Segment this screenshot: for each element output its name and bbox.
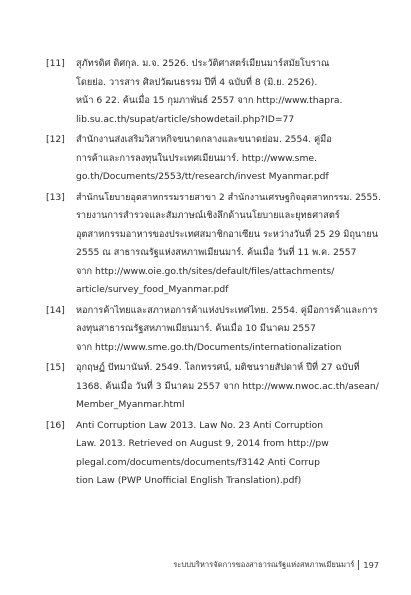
reference-number: [15] — [46, 362, 65, 373]
reference-text-line: รายงานการสำรวจและสัมภาษณ์เชิงลึกด้านนโยบายและยุทธศาสตร์ — [76, 210, 340, 221]
footer-divider — [358, 560, 359, 570]
reference-url-line: Member_Myanmar.html — [76, 399, 185, 410]
reference-item — [46, 55, 386, 129]
reference-url-line: go.th/Documents/2553/tt/research/invest Myanmar.pdf — [76, 171, 329, 182]
reference-number: [13] — [46, 191, 65, 203]
reference-item — [46, 131, 386, 187]
reference-list — [46, 55, 386, 493]
reference-number: [14] — [46, 304, 65, 316]
reference-number: [16] — [46, 419, 65, 431]
reference-text-line: การค้าและการลงทุนในประเทศเมียนมาร์. http://www.sme. — [76, 152, 317, 164]
reference-item — [46, 359, 386, 415]
reference-text-line: โดยย่อ. วารสาร ศิลปวัฒนธรรม ปีที่ 4 ฉบับที่ 8 (มิ.ย. 2526). — [76, 76, 318, 88]
reference-url-line: lib.su.ac.th/supat/article/showdetail.php?ID=77 — [76, 113, 295, 125]
reference-item — [46, 302, 386, 358]
reference-text-line: อุตสาหกรรมอาหารของประเทศสมาชิกอาเซียน ระหว่างวันที่ 25 29 มิถุนายน — [76, 228, 378, 240]
reference-item — [46, 417, 386, 491]
reference-number: [11] — [46, 58, 65, 69]
reference-text-line: หน้า 6 22. ค้นเมื่อ 15 กุมภาพันธ์ 2557 จาก http://www.thapra. — [76, 95, 343, 106]
reference-text-line: สุภัทรดิศ ดิศกุล. ม.จ. 2526. ประวัติศาสตร์เมียนมาร์สมัยโบราณ — [76, 58, 330, 69]
reference-text-line: Law. 2013. Retrieved on August 9, 2014 from http://pw — [76, 438, 329, 449]
reference-text-line: 2555 ณ สาธารณรัฐแห่งสหภาพเมียนมาร์. ค้นเมื่อ วันที่ 11 พ.ค. 2557 — [76, 247, 357, 258]
reference-number: [12] — [46, 134, 65, 145]
reference-item — [46, 189, 386, 300]
reference-text-line: Anti Corruption Law 2013. Law No. 23 Anti Corruption — [76, 419, 324, 431]
reference-text-line: plegal.com/documents/documents/f3142 Anti Corrup — [76, 456, 320, 468]
page-footer — [173, 559, 379, 571]
reference-text-line: 1368. ค้นเมื่อ วันที่ 3 มีนาคม 2557 จาก http://www.nwoc.ac.th/asean/ — [76, 380, 379, 392]
page-number: 197 — [363, 560, 379, 570]
reference-text-line: tion Law (PWP Unofficial English Translation).pdf) — [76, 475, 302, 486]
reference-text-line: สำนักนโยบายอุตสาหกรรมรายสาขา 2 สำนักงานเศรษฐกิจอุตสาหกรรม. 2555. — [76, 192, 381, 203]
reference-text-line: หอการค้าไทยและสภาหอการค้าแห่งประเทศไทย. 2554. คู่มือการค้าและการ — [76, 304, 378, 316]
reference-text-line: สำนักงานส่งเสริมวิสาหกิจขนาดกลางและขนาดย่อม. 2554. คู่มือ — [76, 134, 332, 145]
reference-text-line: ลงทุนสาธารณรัฐสหภาพเมียนมาร์. ค้นเมื่อ 10 มีนาคม 2557 — [76, 323, 316, 334]
reference-text-line: จาก http://www.oie.go.th/sites/default/files/attachments/ — [76, 265, 335, 277]
reference-text-line: อุกฤษฏ์ ปัทมานันท์. 2549. โลกทรรศน์, มติชนรายสัปดาห์ ปีที่ 27 ฉบับที่ — [76, 362, 360, 373]
reference-url-line: article/survey_food_Myanmar.pdf — [76, 284, 229, 295]
running-title: ระบบบริหารจัดการของสาธารณรัฐแห่งสหภาพเมียนมาร์ — [173, 560, 355, 569]
reference-url-line: จาก http://www.sme.go.th/Documents/internationalization — [76, 341, 342, 353]
